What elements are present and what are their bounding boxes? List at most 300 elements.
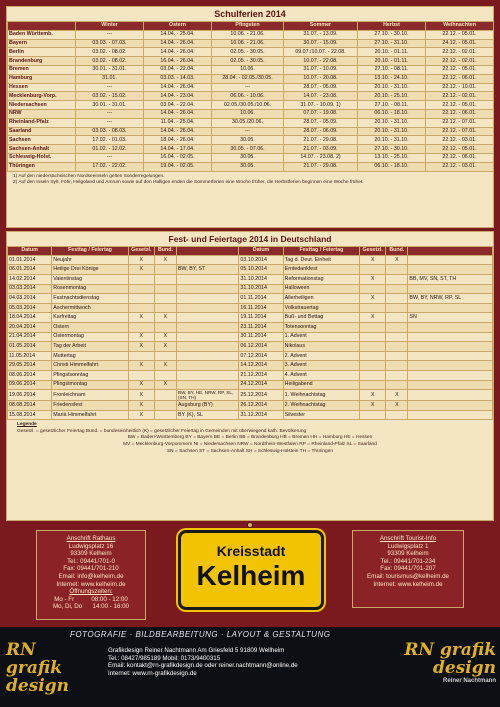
holiday-states	[408, 351, 493, 361]
holiday-range: 19.04. - 02.05.	[144, 162, 212, 171]
holiday-range: 03.02. - 08.02.	[76, 48, 144, 57]
holiday-date: 03.03.2014	[8, 284, 52, 294]
holiday-name: Nikolaus	[283, 342, 359, 352]
holiday-date: 06.12.2014	[239, 342, 283, 352]
holiday-range: 21.07. - 03.09.	[284, 145, 358, 154]
legal-mark: X	[128, 265, 154, 275]
holiday-range: 31.07. - 10.09.	[284, 65, 358, 74]
holiday-name: Tag der Arbeit	[52, 342, 128, 352]
holiday-states	[408, 255, 493, 265]
town-hall-address	[36, 530, 146, 620]
table-row	[8, 101, 494, 110]
holiday-range: 22.12. - 05.01.	[426, 30, 494, 39]
legal-mark	[128, 322, 154, 332]
holiday-states	[177, 274, 239, 284]
legal-mark: X	[128, 390, 154, 401]
column-header	[8, 22, 76, 31]
legal-mark	[360, 303, 386, 313]
holiday-name: Heilige Drei Könige	[52, 265, 128, 275]
state-name: Sachsen-Anhalt	[8, 145, 76, 154]
legal-mark	[128, 284, 154, 294]
holiday-date: 31.10.2014	[239, 274, 283, 284]
tourist-info-line: 93309 Kelheim	[387, 550, 429, 558]
legal-mark	[360, 284, 386, 294]
town-hall-email[interactable]: Email: info@kelheim.de	[58, 572, 124, 580]
banner-line-1: Grafikdesign Reiner Nachtmann Am Griesfeld 5 91809 Wellheim	[108, 647, 285, 654]
holiday-states: BB, MV, SN, ST, TH	[408, 274, 493, 284]
table-row	[8, 136, 494, 145]
federal-mark	[154, 294, 176, 304]
holiday-name: Pfingstsonntag	[52, 370, 128, 380]
column-header: Gesetzl.	[128, 247, 154, 256]
holiday-name: Silvester	[283, 410, 359, 420]
holiday-range: 31.07. - 13.09.	[284, 30, 358, 39]
holiday-range: 13.10. - 24.10.	[358, 74, 426, 83]
holiday-date: 05.10.2014	[239, 265, 283, 275]
table-row	[8, 322, 493, 332]
holiday-range: 06.06. - 10.06.	[212, 92, 284, 101]
federal-mark	[386, 294, 408, 304]
state-name: Sachsen	[8, 136, 76, 145]
holiday-range: 22.12. - 10.01.	[426, 83, 494, 92]
holiday-range: 27.10. - 31.10.	[358, 39, 426, 48]
holiday-name: Ostermontag	[52, 332, 128, 342]
town-hall-line: Fax: 09441/701-210	[63, 565, 119, 573]
banner-line-3[interactable]: Email: kontakt@rn-grafikdesign.de oder reiner.nachtmann@online.de	[108, 662, 298, 670]
holiday-states	[408, 390, 493, 401]
legal-mark	[360, 322, 386, 332]
federal-mark: X	[154, 332, 176, 342]
holiday-range: 20.10. - 31.10.	[358, 127, 426, 136]
holiday-range: 22.12. - 02.01.	[426, 48, 494, 57]
federal-mark: X	[154, 361, 176, 371]
holiday-date: 21.04.2014	[8, 332, 52, 342]
holiday-date: 25.12.2014	[239, 390, 283, 401]
legal-mark: X	[360, 390, 386, 401]
holiday-states	[408, 265, 493, 275]
banner-contact	[108, 647, 408, 677]
table-row	[8, 39, 494, 48]
table-row	[8, 265, 493, 275]
legal-mark	[360, 342, 386, 352]
column-header: Festtag / Feiertag	[283, 247, 359, 256]
table-row	[8, 30, 494, 39]
legal-mark	[128, 303, 154, 313]
holiday-date: 03.10.2014	[239, 255, 283, 265]
holiday-date: 09.06.2014	[8, 380, 52, 390]
table-row	[8, 145, 494, 154]
legal-mark: X	[128, 361, 154, 371]
holiday-states: Augsburg (BY)	[177, 401, 239, 411]
holiday-range: 20.10. - 31.10.	[358, 136, 426, 145]
holiday-range: ---	[76, 30, 144, 39]
legal-mark: X	[360, 401, 386, 411]
column-header: Winter	[76, 22, 144, 31]
holiday-date: 14.02.2014	[8, 274, 52, 284]
school-holidays-panel	[6, 6, 494, 228]
column-header: Weihnachten	[426, 22, 494, 31]
federal-mark: X	[154, 255, 176, 265]
holiday-range: 22.12. - 05.01.	[426, 145, 494, 154]
column-header: Datum	[8, 247, 52, 256]
holiday-name: Ostern	[52, 322, 128, 332]
holiday-name: Fastnachtsdienstag	[52, 294, 128, 304]
holiday-range: 20.10. - 01.11.	[358, 48, 426, 57]
holiday-range: ---	[76, 83, 144, 92]
table-row	[8, 380, 493, 390]
public-holidays-table	[7, 246, 493, 420]
federal-mark	[154, 322, 176, 332]
holiday-range: 31.01.	[76, 74, 144, 83]
state-name: Bremen	[8, 65, 76, 74]
legal-mark	[128, 274, 154, 284]
column-header: Festtag / Feiertag	[52, 247, 128, 256]
tourist-info-heading: Anschrift Tourist-Info	[379, 535, 437, 542]
holiday-states	[177, 342, 239, 352]
state-name: Rheinland-Pfalz	[8, 118, 76, 127]
holiday-range: 24.12. - 05.01.	[426, 39, 494, 48]
legal-mark	[360, 351, 386, 361]
tourist-info-address	[352, 530, 464, 608]
holiday-name: Halloween	[283, 284, 359, 294]
holiday-states	[177, 294, 239, 304]
federal-mark	[386, 361, 408, 371]
holiday-range: 30.05.	[212, 153, 284, 162]
holiday-range: 20.10. - 25.10.	[358, 92, 426, 101]
table-row	[8, 351, 493, 361]
holiday-date: 19.06.2014	[8, 390, 52, 401]
holiday-range: 27.10. - 08.11.	[358, 65, 426, 74]
state-name: Bayern	[8, 39, 76, 48]
holiday-name: 2. Advent	[283, 351, 359, 361]
note-1: 1) Auf den niedersächsischen Nordseeinseln gelten Sonderregelungen.	[13, 173, 165, 179]
holiday-states: BW, BY, NRW, RP, SL	[408, 294, 493, 304]
legal-mark: X	[360, 294, 386, 304]
holiday-date: 16.11.2014	[239, 303, 283, 313]
legal-mark: X	[128, 255, 154, 265]
holiday-range: 28.07. - 06.09.	[284, 127, 358, 136]
holiday-states	[408, 410, 493, 420]
legal-mark	[360, 410, 386, 420]
holiday-range: 21.07. - 29.08.	[284, 162, 358, 171]
holiday-range: 17.02. - 22.02.	[76, 162, 144, 171]
federal-mark	[386, 265, 408, 275]
column-header: Bund.	[154, 247, 176, 256]
holiday-range: 22.12. - 07.01.	[426, 127, 494, 136]
holiday-name: Karfreitag	[52, 313, 128, 323]
state-name: Thüringen	[8, 162, 76, 171]
holiday-date: 01.05.2014	[8, 342, 52, 352]
holiday-range: 18.04. - 26.04.	[144, 136, 212, 145]
holiday-range: 27.10. - 30.10.	[358, 30, 426, 39]
holiday-states	[408, 322, 493, 332]
state-name: Niedersachsen	[8, 101, 76, 110]
tourist-info-website[interactable]: Internet: www.kelheim.de	[373, 580, 443, 588]
legend-title: Legende	[17, 422, 37, 428]
table-row	[8, 370, 493, 380]
holiday-name: Buß- und Bettag	[283, 313, 359, 323]
town-sign	[178, 530, 324, 610]
holiday-states: BW, BY, HE, NRW, RP, SL, (SN, TH)	[177, 390, 239, 401]
holiday-name: 2. Weihnachtstag	[283, 401, 359, 411]
federal-mark	[386, 322, 408, 332]
holiday-date: 01.11.2014	[239, 294, 283, 304]
holiday-range: 06.10. - 18.10.	[358, 109, 426, 118]
tourist-info-email[interactable]: Email: tourismus@kelheim.de	[367, 572, 449, 580]
federal-mark	[386, 313, 408, 323]
advertising-banner	[0, 627, 500, 707]
holiday-range: ---	[76, 109, 144, 118]
state-name: Berlin	[8, 48, 76, 57]
federal-mark	[154, 303, 176, 313]
holiday-date: 26.12.2014	[239, 401, 283, 411]
legal-mark	[360, 380, 386, 390]
town-sign-line-2: Kelheim	[196, 560, 306, 591]
federal-mark	[386, 351, 408, 361]
holiday-range: 03.03. - 14.03.	[144, 74, 212, 83]
holiday-range: 03.03. - 08.03.	[76, 127, 144, 136]
holiday-range: 22.12. - 02.01.	[426, 57, 494, 66]
holiday-date: 29.05.2014	[8, 361, 52, 371]
holiday-states: BW, BY, ST	[177, 265, 239, 275]
holiday-name: 1. Advent	[283, 332, 359, 342]
holiday-range: 22.12. - 06.01.	[426, 153, 494, 162]
holiday-states	[177, 351, 239, 361]
holiday-range: 09.07./10.07. - 22.08.	[284, 48, 358, 57]
legend-line-2: BW = Baden-Württemberg BY = Bayern BE = Berlin BB = Brandenburg HB = Bremen HH = Hamburg HE = Hessen	[127, 435, 373, 441]
tourist-info-line: Tel.: 09441/701-234	[380, 557, 436, 565]
holiday-range: 22.12. - 05.01.	[426, 65, 494, 74]
federal-mark	[154, 284, 176, 294]
holiday-range: 22.12. - 07.01.	[426, 118, 494, 127]
holiday-states	[408, 303, 493, 313]
column-header: Pfingsten	[212, 22, 284, 31]
holiday-range: ---	[76, 153, 144, 162]
holiday-range: 06.10. - 18.10.	[358, 162, 426, 171]
holiday-range: 03.04. - 22.04.	[144, 65, 212, 74]
town-sign-line-1: Kreisstadt	[216, 543, 286, 559]
holiday-range: 10.07. - 22.08.	[284, 57, 358, 66]
holiday-date: 31.12.2014	[239, 410, 283, 420]
table-row	[8, 274, 493, 284]
sign-pin-icon	[247, 522, 253, 528]
table-row	[8, 284, 493, 294]
holiday-states	[408, 370, 493, 380]
holiday-states	[177, 303, 239, 313]
holiday-states	[177, 255, 239, 265]
holiday-range: 27.10. - 08.11.	[358, 101, 426, 110]
legal-mark: X	[128, 401, 154, 411]
holiday-date: 04.03.2014	[8, 294, 52, 304]
town-hall-website[interactable]: Internet: www.kelheim.de	[56, 580, 126, 588]
state-name: Hessen	[8, 83, 76, 92]
holiday-range: 01.02. - 12.02.	[76, 145, 144, 154]
holiday-range: 14.04. - 25.04.	[144, 30, 212, 39]
holiday-range: 22.12. - 03.01.	[426, 136, 494, 145]
holiday-range: 02.05./30.05./10.06.	[212, 101, 284, 110]
holiday-name: Erntedankfest	[283, 265, 359, 275]
holiday-range: 16.04. - 02.05.	[144, 153, 212, 162]
holiday-states	[177, 370, 239, 380]
holiday-states	[177, 332, 239, 342]
holiday-range: 30.01. - 31.01.	[76, 65, 144, 74]
holiday-range: 30.05.	[212, 162, 284, 171]
table-row	[8, 83, 494, 92]
federal-mark	[154, 410, 176, 420]
holiday-range: ---	[212, 127, 284, 136]
holiday-name: Friedensfest	[52, 401, 128, 411]
column-header	[177, 247, 239, 256]
table-row	[8, 332, 493, 342]
holiday-range: 20.10. - 01.11.	[358, 57, 426, 66]
table-row	[8, 390, 493, 401]
holiday-range: 22.12. - 06.01.	[426, 109, 494, 118]
federal-mark	[154, 274, 176, 284]
legal-mark: X	[128, 410, 154, 420]
state-name: Saarland	[8, 127, 76, 136]
legal-mark: X	[128, 380, 154, 390]
column-header: Gesetzl.	[360, 247, 386, 256]
holiday-name: Fronleichnam	[52, 390, 128, 401]
table-row	[8, 74, 494, 83]
holiday-date: 21.12.2014	[239, 370, 283, 380]
holiday-range: 28.07. - 05.09.	[284, 118, 358, 127]
holiday-states	[408, 342, 493, 352]
holiday-range: 28.04. - 02.05./30.05.	[212, 74, 284, 83]
column-header: Ostern	[144, 22, 212, 31]
federal-mark	[386, 380, 408, 390]
holiday-name: 4. Advent	[283, 370, 359, 380]
holiday-range: 10.06.	[212, 109, 284, 118]
holiday-states	[408, 284, 493, 294]
legal-mark: X	[128, 332, 154, 342]
holiday-range: 31.07. - 10.09. 1)	[284, 101, 358, 110]
holiday-range: 10.06. - 21.06.	[212, 39, 284, 48]
table-row	[8, 255, 493, 265]
legal-mark: X	[128, 342, 154, 352]
table-row	[8, 65, 494, 74]
holiday-range: 07.07. - 19.08.	[284, 109, 358, 118]
state-name: Baden Württemb.	[8, 30, 76, 39]
tourist-info-line: Ludwigsplatz 1	[387, 542, 429, 550]
holiday-date: 06.01.2014	[8, 265, 52, 275]
legal-mark: X	[360, 255, 386, 265]
legend-line-3: MV = Mecklenburg-Vorpommern NI = Niedersachsen NRW = Nordrhein-Westfalen RP = Rheinland-Pfalz SL = Saarland	[123, 442, 377, 448]
holiday-range: 30.07. - 15.09.	[284, 39, 358, 48]
holiday-range: 11.04. - 25.04.	[144, 118, 212, 127]
town-hall-heading: Anschrift Rathaus	[66, 535, 116, 542]
legend-line-1: Gesetzl. = gesetzlicher Feiertag Bund. = bundeseinheitlich (K) = gesetzlicher Feiertag in Gemeinden mit überwiegend kath. Bevölkerung	[17, 428, 307, 434]
legal-mark	[360, 265, 386, 275]
town-hall-line: Ludwigsplatz 16	[68, 542, 114, 550]
federal-mark	[386, 332, 408, 342]
column-header: Herbst	[358, 22, 426, 31]
holiday-range: 14.04. - 26.04.	[144, 127, 212, 136]
holiday-range: 14.04. - 23.04.	[144, 92, 212, 101]
banner-line-4[interactable]: Internet: www.rn-grafikdesign.de	[108, 669, 197, 677]
holiday-range: 10.06. - 21.06.	[212, 30, 284, 39]
holiday-range: 14.04. - 26.04.	[144, 48, 212, 57]
holiday-states	[408, 401, 493, 411]
town-hall-line: Tel.: 09441/701-0	[67, 557, 115, 565]
holiday-date: 08.06.2014	[8, 370, 52, 380]
state-name: NRW	[8, 109, 76, 118]
holiday-range: 20.10. - 31.10.	[358, 83, 426, 92]
legal-mark	[360, 361, 386, 371]
holiday-name: Rosenmontag	[52, 284, 128, 294]
holiday-range: 14.04. - 26.04.	[144, 39, 212, 48]
right-logo	[400, 641, 496, 685]
holiday-range: 22.12. - 02.01.	[426, 92, 494, 101]
table-row	[8, 118, 494, 127]
state-name: Schleswig-Holst.	[8, 153, 76, 162]
legal-mark	[360, 332, 386, 342]
federal-mark: X	[154, 342, 176, 352]
holiday-range: 20.10. - 31.10.	[358, 118, 426, 127]
holiday-name: Totensonntag	[283, 322, 359, 332]
state-name: Mecklenburg-Vorp.	[8, 92, 76, 101]
federal-mark: X	[154, 380, 176, 390]
holiday-states	[408, 361, 493, 371]
federal-mark	[154, 370, 176, 380]
federal-mark	[154, 401, 176, 411]
federal-mark: X	[154, 313, 176, 323]
holiday-name: 1. Weihnachtstag	[283, 390, 359, 401]
holiday-range: 14.04. - 26.04.	[144, 83, 212, 92]
holiday-range: 02.05. - 30.05.	[212, 48, 284, 57]
holiday-range: 30.05.	[212, 136, 284, 145]
holiday-range: 10.06.	[212, 65, 284, 74]
holiday-range: 22.12. - 06.01.	[426, 74, 494, 83]
school-holidays-title: Schulferien 2014	[214, 9, 286, 19]
holiday-date: 11.05.2014	[8, 351, 52, 361]
holiday-range: ---	[76, 118, 144, 127]
holiday-date: 14.12.2014	[239, 361, 283, 371]
holiday-name: Valentinstag	[52, 274, 128, 284]
federal-mark	[386, 370, 408, 380]
holiday-states: SN	[408, 313, 493, 323]
holiday-name: Tag d. Deut. Einheit	[283, 255, 359, 265]
federal-mark	[386, 274, 408, 284]
tourist-info-line: Fax: 09441/701-207	[380, 565, 436, 573]
public-holidays-title: Fest- und Feiertage 2014 in Deutschland	[168, 234, 332, 244]
table-row	[8, 109, 494, 118]
legal-mark	[128, 351, 154, 361]
legal-mark: X	[128, 313, 154, 323]
holiday-range: 27.10. - 30.10.	[358, 145, 426, 154]
holiday-date: 20.04.2014	[8, 322, 52, 332]
legal-mark	[128, 294, 154, 304]
left-logo-text: RN grafik design	[6, 640, 69, 696]
table-row	[8, 401, 493, 411]
federal-mark	[154, 351, 176, 361]
holiday-range: 30.05./20.06.	[212, 118, 284, 127]
table-row	[8, 127, 494, 136]
holiday-states	[177, 380, 239, 390]
federal-mark: X	[386, 401, 408, 411]
holiday-name: Mariä Himmelfahrt	[52, 410, 128, 420]
holiday-range: 28.07. - 05.09.	[284, 83, 358, 92]
column-header: Datum	[239, 247, 283, 256]
holiday-name: 3. Advent	[283, 361, 359, 371]
holiday-range: 22.12. - 03.01.	[426, 162, 494, 171]
federal-mark	[386, 342, 408, 352]
holiday-name: Allerheiligen	[283, 294, 359, 304]
opening-hours-line: Mo - Fr 08:00 - 12:00	[54, 595, 128, 603]
holiday-states	[408, 332, 493, 342]
table-row	[8, 57, 494, 66]
federal-mark: X	[386, 390, 408, 401]
